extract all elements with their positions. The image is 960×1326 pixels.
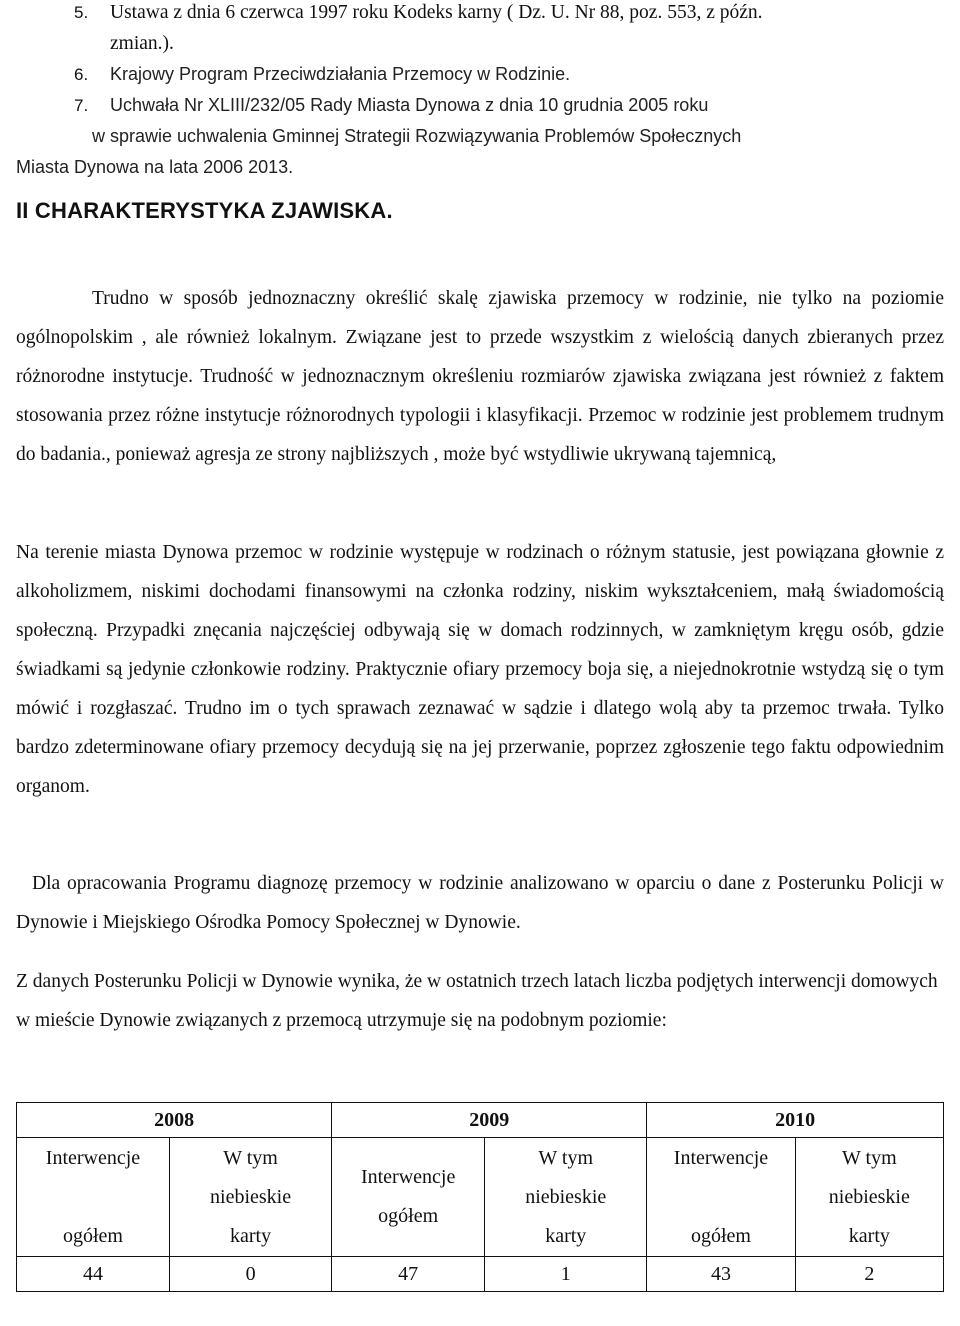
list-item	[16, 59, 946, 90]
header-line: Interwencje	[45, 1146, 141, 1169]
list-number: 7.	[74, 96, 89, 115]
header-line: ogółem	[378, 1205, 439, 1227]
header-line: Interwencje	[673, 1146, 769, 1169]
paragraph-text: Dla opracowania Programu diagnozę przemocy w rodzinie analizowano w oparciu o dane z Posterunku Policji w Dynowie i Miejskiego Ośrodka Pomocy Społecznej w Dynowie.	[16, 873, 944, 933]
list-item-text: Uchwała Nr XLIII/232/05 Rady Miasta Dynowa z dnia 10 grudnia 2005 roku	[110, 95, 709, 115]
table-cell: 0	[169, 1257, 331, 1292]
header-line: karty	[545, 1224, 587, 1247]
column-header-total	[332, 1138, 485, 1257]
column-header-total	[647, 1138, 795, 1257]
year-header: 2008	[17, 1103, 332, 1138]
header-line: W tym	[842, 1146, 897, 1169]
reference-list	[16, 0, 946, 186]
column-header-blue-cards	[795, 1138, 943, 1257]
header-line: niebieskie	[525, 1185, 607, 1208]
header-line: ogółem	[691, 1224, 751, 1247]
table-cell: 43	[647, 1257, 795, 1292]
table-cell: 2	[795, 1257, 943, 1292]
list-number: 6.	[74, 65, 89, 84]
list-item	[16, 0, 946, 59]
column-header-blue-cards	[169, 1138, 331, 1257]
paragraph: Z danych Posterunku Policji w Dynowie wynika, że w ostatnich trzech latach liczba podjętych interwencji domowych w mieście Dynowie związanych z przemocą utrzymuje się na podobnym poziomie:	[16, 971, 938, 1031]
header-line: ogółem	[62, 1224, 123, 1247]
list-number: 5.	[74, 3, 89, 22]
paragraph: Na terenie miasta Dynowa przemoc w rodzinie występuje w rodzinach o różnym statusie, jest powiązana głownie z alkoholizmem, niskimi dochodami finansowymi na członka rodziny, niskim wykształceniem, małą świadomością społeczną. Przypadki znęcania najczęściej odbywają się w domach rodzinnych, w zamkniętym kręgu osób, gdzie świadkami są jedynie członkowie rodziny. Praktycznie ofiary przemocy boja się, a niejednokrotnie wstydzą się o tym mówić i rozgłaszać. Trudno im o tych sprawach zeznawać w sądzie i dlatego wolą aby ta przemoc trwała. Tylko bardzo zdeterminowane ofiary przemocy decydują się na jej przerwanie, poprzez zgłoszenie tego faktu odpowiednim organom.	[16, 542, 944, 797]
header-line: Interwencje	[360, 1166, 456, 1188]
table-cell: 47	[332, 1257, 485, 1292]
table-row	[17, 1257, 944, 1292]
list-item-text-cont: Miasta Dynowa na lata 2006 2013.	[16, 157, 294, 177]
list-item-text-cont: w sprawie uchwalenia Gminnej Strategii Rozwiązywania Problemów Społecznych	[92, 126, 742, 146]
list-item-text-cont: zmian.).	[110, 33, 174, 54]
column-header-total	[17, 1138, 170, 1257]
header-line: W tym	[538, 1146, 594, 1169]
list-item	[16, 90, 946, 183]
year-header: 2009	[332, 1103, 647, 1138]
header-line: W tym	[223, 1146, 278, 1169]
year-header: 2010	[647, 1103, 944, 1138]
paragraph	[16, 279, 944, 474]
table-header-row	[17, 1103, 944, 1138]
table-cell: 1	[485, 1257, 647, 1292]
paragraph	[16, 864, 944, 942]
header-line: karty	[230, 1224, 272, 1247]
list-item-text: Krajowy Program Przeciwdziałania Przemocy w Rodzinie.	[110, 64, 571, 84]
header-line: karty	[848, 1224, 890, 1247]
table-subheader-row	[17, 1138, 944, 1257]
interventions-table	[16, 1102, 944, 1292]
section-heading: II CHARAKTERYSTYKA ZJAWISKA.	[16, 198, 393, 223]
header-line: niebieskie	[828, 1185, 910, 1208]
list-item-text: Ustawa z dnia 6 czerwca 1997 roku Kodeks karny ( Dz. U. Nr 88, poz. 553, z późn.	[110, 2, 763, 23]
paragraph-text: Trudno w sposób jednoznaczny określić skalę zjawiska przemocy w rodzinie, nie tylko na poziomie ogólnopolskim , ale również lokalnym. Związane jest to przede wszystkim z wielością danych zbieranych przez różnorodne instytucje. Trudność w jednoznacznym określeniu rozmiarów zjawiska związana jest również z faktem stosowania przez różne instytucje różnorodnych typologii i klasyfikacji. Przemoc w rodzinie jest problemem trudnym do badania., ponieważ agresja ze strony najbliższych , może być wstydliwie ukrywaną tajemnicą,	[16, 288, 944, 465]
column-header-blue-cards	[485, 1138, 647, 1257]
table-cell: 44	[17, 1257, 170, 1292]
header-line: niebieskie	[210, 1185, 292, 1208]
